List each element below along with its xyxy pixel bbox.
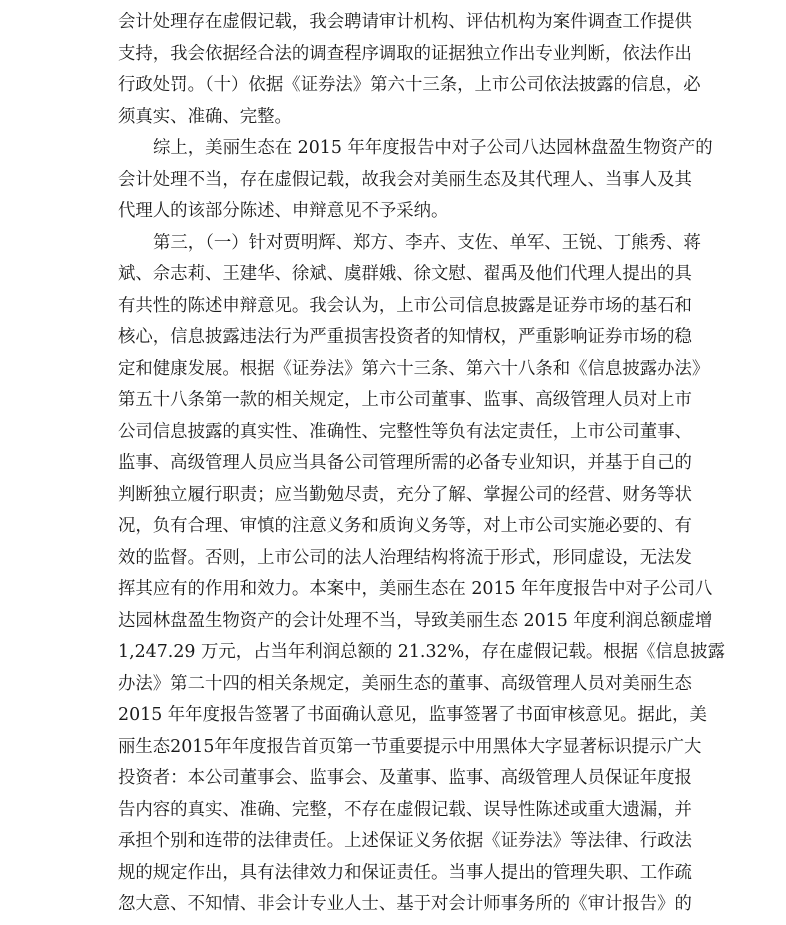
text-line: 规的规定作出，具有法律效力和保证责任。当事人提出的管理失职、工作疏 [118, 862, 692, 883]
paragraph-1 [118, 7, 701, 133]
text-line: 第五十八条第一款的相关规定，上市公司董事、监事、高级管理人员对上市 [118, 390, 692, 410]
text-line: 监事、高级管理人员应当具备公司管理所需的必备专业知识，并基于自己的 [118, 453, 692, 473]
text-line: 代理人的该部分陈述、申辩意见不予采纳。 [118, 201, 449, 221]
text-line: 须真实、准确、完整。 [118, 106, 292, 127]
text-line: 综上，美丽生态在 2015 年年度报告中对子公司八达园林盘盈生物资产的 [153, 138, 713, 158]
paragraph-2 [118, 133, 713, 228]
text-line: 忽大意、不知情、非会计专业人士、基于对会计师事务所的《审计报告》的 [118, 894, 692, 914]
text-line: 有共性的陈述申辩意见。我会认为，上市公司信息披露是证券市场的基石和 [118, 295, 692, 316]
text-line: 会计处理存在虚假记载，我会聘请审计机构、评估机构为案件调查工作提供 [118, 12, 692, 32]
text-line: 核心，信息披露违法行为严重损害投资者的知情权，严重影响证券市场的稳 [118, 327, 692, 347]
text-line: 公司信息披露的真实性、准确性、完整性等负有法定责任，上市公司董事、 [118, 421, 692, 442]
text-line: 2015 年年度报告签署了书面确认意见，监事签署了书面审核意见。据此，美 [118, 705, 707, 725]
text-line: 1,247.29 万元，占当年利润总额的 21.32%，存在虚假记载。根据《信息披露 [118, 642, 725, 662]
text-line: 投资者：本公司董事会、监事会、及董事、监事、高级管理人员保证年度报 [118, 768, 692, 788]
text-line: 达园林盘盈生物资产的会计处理不当，导致美丽生态 2015 年度利润总额虚增 [118, 610, 713, 631]
text-line: 告内容的真实、准确、完整，不存在虚假记载、误导性陈述或重大遗漏，并 [118, 799, 692, 820]
text-line: 办法》第二十四的相关条规定，美丽生态的董事、高级管理人员对美丽生态 [118, 673, 692, 694]
text-line: 丽生态2015年年度报告首页第一节重要提示中用黑体大字显著标识提示广大 [118, 736, 702, 757]
text-line: 定和健康发展。根据《证券法》第六十三条、第六十八条和《信息披露办法》 [118, 358, 710, 379]
text-line: 效的监督。否则，上市公司的法人治理结构将流于形式，形同虚设，无法发 [118, 547, 692, 568]
text-line: 判断独立履行职责；应当勤勉尽责，充分了解、掌握公司的经营、财务等状 [118, 484, 692, 505]
text-line: 斌、佘志莉、王建华、徐斌、虞群娥、徐文慰、翟禹及他们代理人提出的具 [118, 264, 692, 284]
text-line: 况，负有合理、审慎的注意义务和质询义务等，对上市公司实施必要的、有 [118, 516, 692, 536]
document-page [118, 7, 725, 921]
text-line: 支持，我会依据经合法的调查程序调取的证据独立作出专业判断，依法作出 [118, 43, 692, 64]
paragraph-3 [118, 228, 725, 921]
text-line: 第三，（一）针对贾明辉、郑方、李卉、支佐、单军、王锐、丁熊秀、蒋 [153, 232, 701, 253]
text-line: 挥其应有的作用和效力。本案中，美丽生态在 2015 年年度报告中对子公司八 [118, 579, 713, 599]
text-line: 行政处罚。（十）依据《证券法》第六十三条，上市公司依法披露的信息，必 [118, 75, 701, 95]
text-line: 承担个别和连带的法律责任。上述保证义务依据《证券法》等法律、行政法 [118, 831, 692, 851]
text-line: 会计处理不当，存在虚假记载，故我会对美丽生态及其代理人、当事人及其 [118, 169, 692, 190]
